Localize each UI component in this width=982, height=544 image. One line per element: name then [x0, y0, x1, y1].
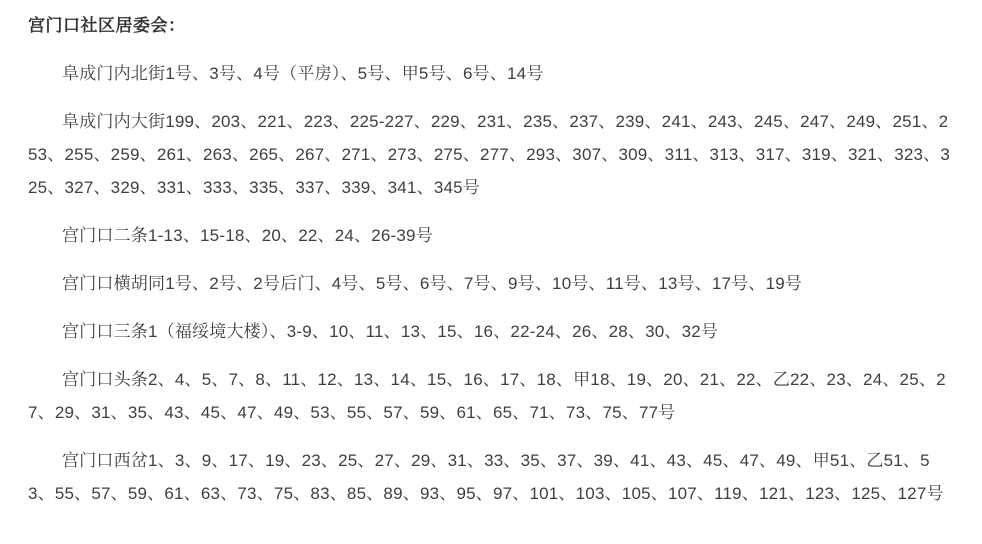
address-paragraph-gongmenkou-santiao: 宫门口三条1（福绥境大楼）、3-9、10、11、13、15、16、22-24、26、28、30、32号: [62, 322, 719, 341]
address-paragraph-fuchengmennei-beijie: 阜成门内北街1号、3号、4号（平房）、5号、甲5号、6号、14号: [62, 64, 544, 83]
address-paragraph-gongmenkou-ertiao: 宫门口二条1-13、15-18、20、22、24、26-39号: [62, 226, 433, 245]
address-paragraph-gongmenkou-toutiao: 宫门口头条2、4、5、7、8、11、12、13、14、15、16、17、18、甲18、19、20、21、22、乙22、23、24、25、27、29、31、35、43、45、47、49、53、55、57、59、61、65、71、73、75、77号: [28, 370, 946, 422]
page-title: 宫门口社区居委会：: [28, 16, 186, 35]
address-paragraph-gongmenkou-henghutong: 宫门口横胡同1号、2号、2号后门、4号、5号、6号、7号、9号、10号、11号、13号、17号、19号: [62, 274, 803, 293]
address-paragraph-gongmenkou-xicha: 宫门口西岔1、3、9、17、19、23、25、27、29、31、33、35、37、39、41、43、45、47、49、甲51、乙51、53、55、57、59、61、63、73、75、83、85、89、93、95、97、101、103、105、107、119、121、123、125、127号: [28, 451, 944, 503]
address-paragraph-fuchengmennei-dajie: 阜成门内大街199、203、221、223、225-227、229、231、235、237、239、241、243、245、247、249、251、253、255、259、261、263、265、267、271、273、275、277、293、307、309、311、313、317、319、321、323、325、327、329、331、333、335、337、339、341、345号: [28, 112, 951, 197]
